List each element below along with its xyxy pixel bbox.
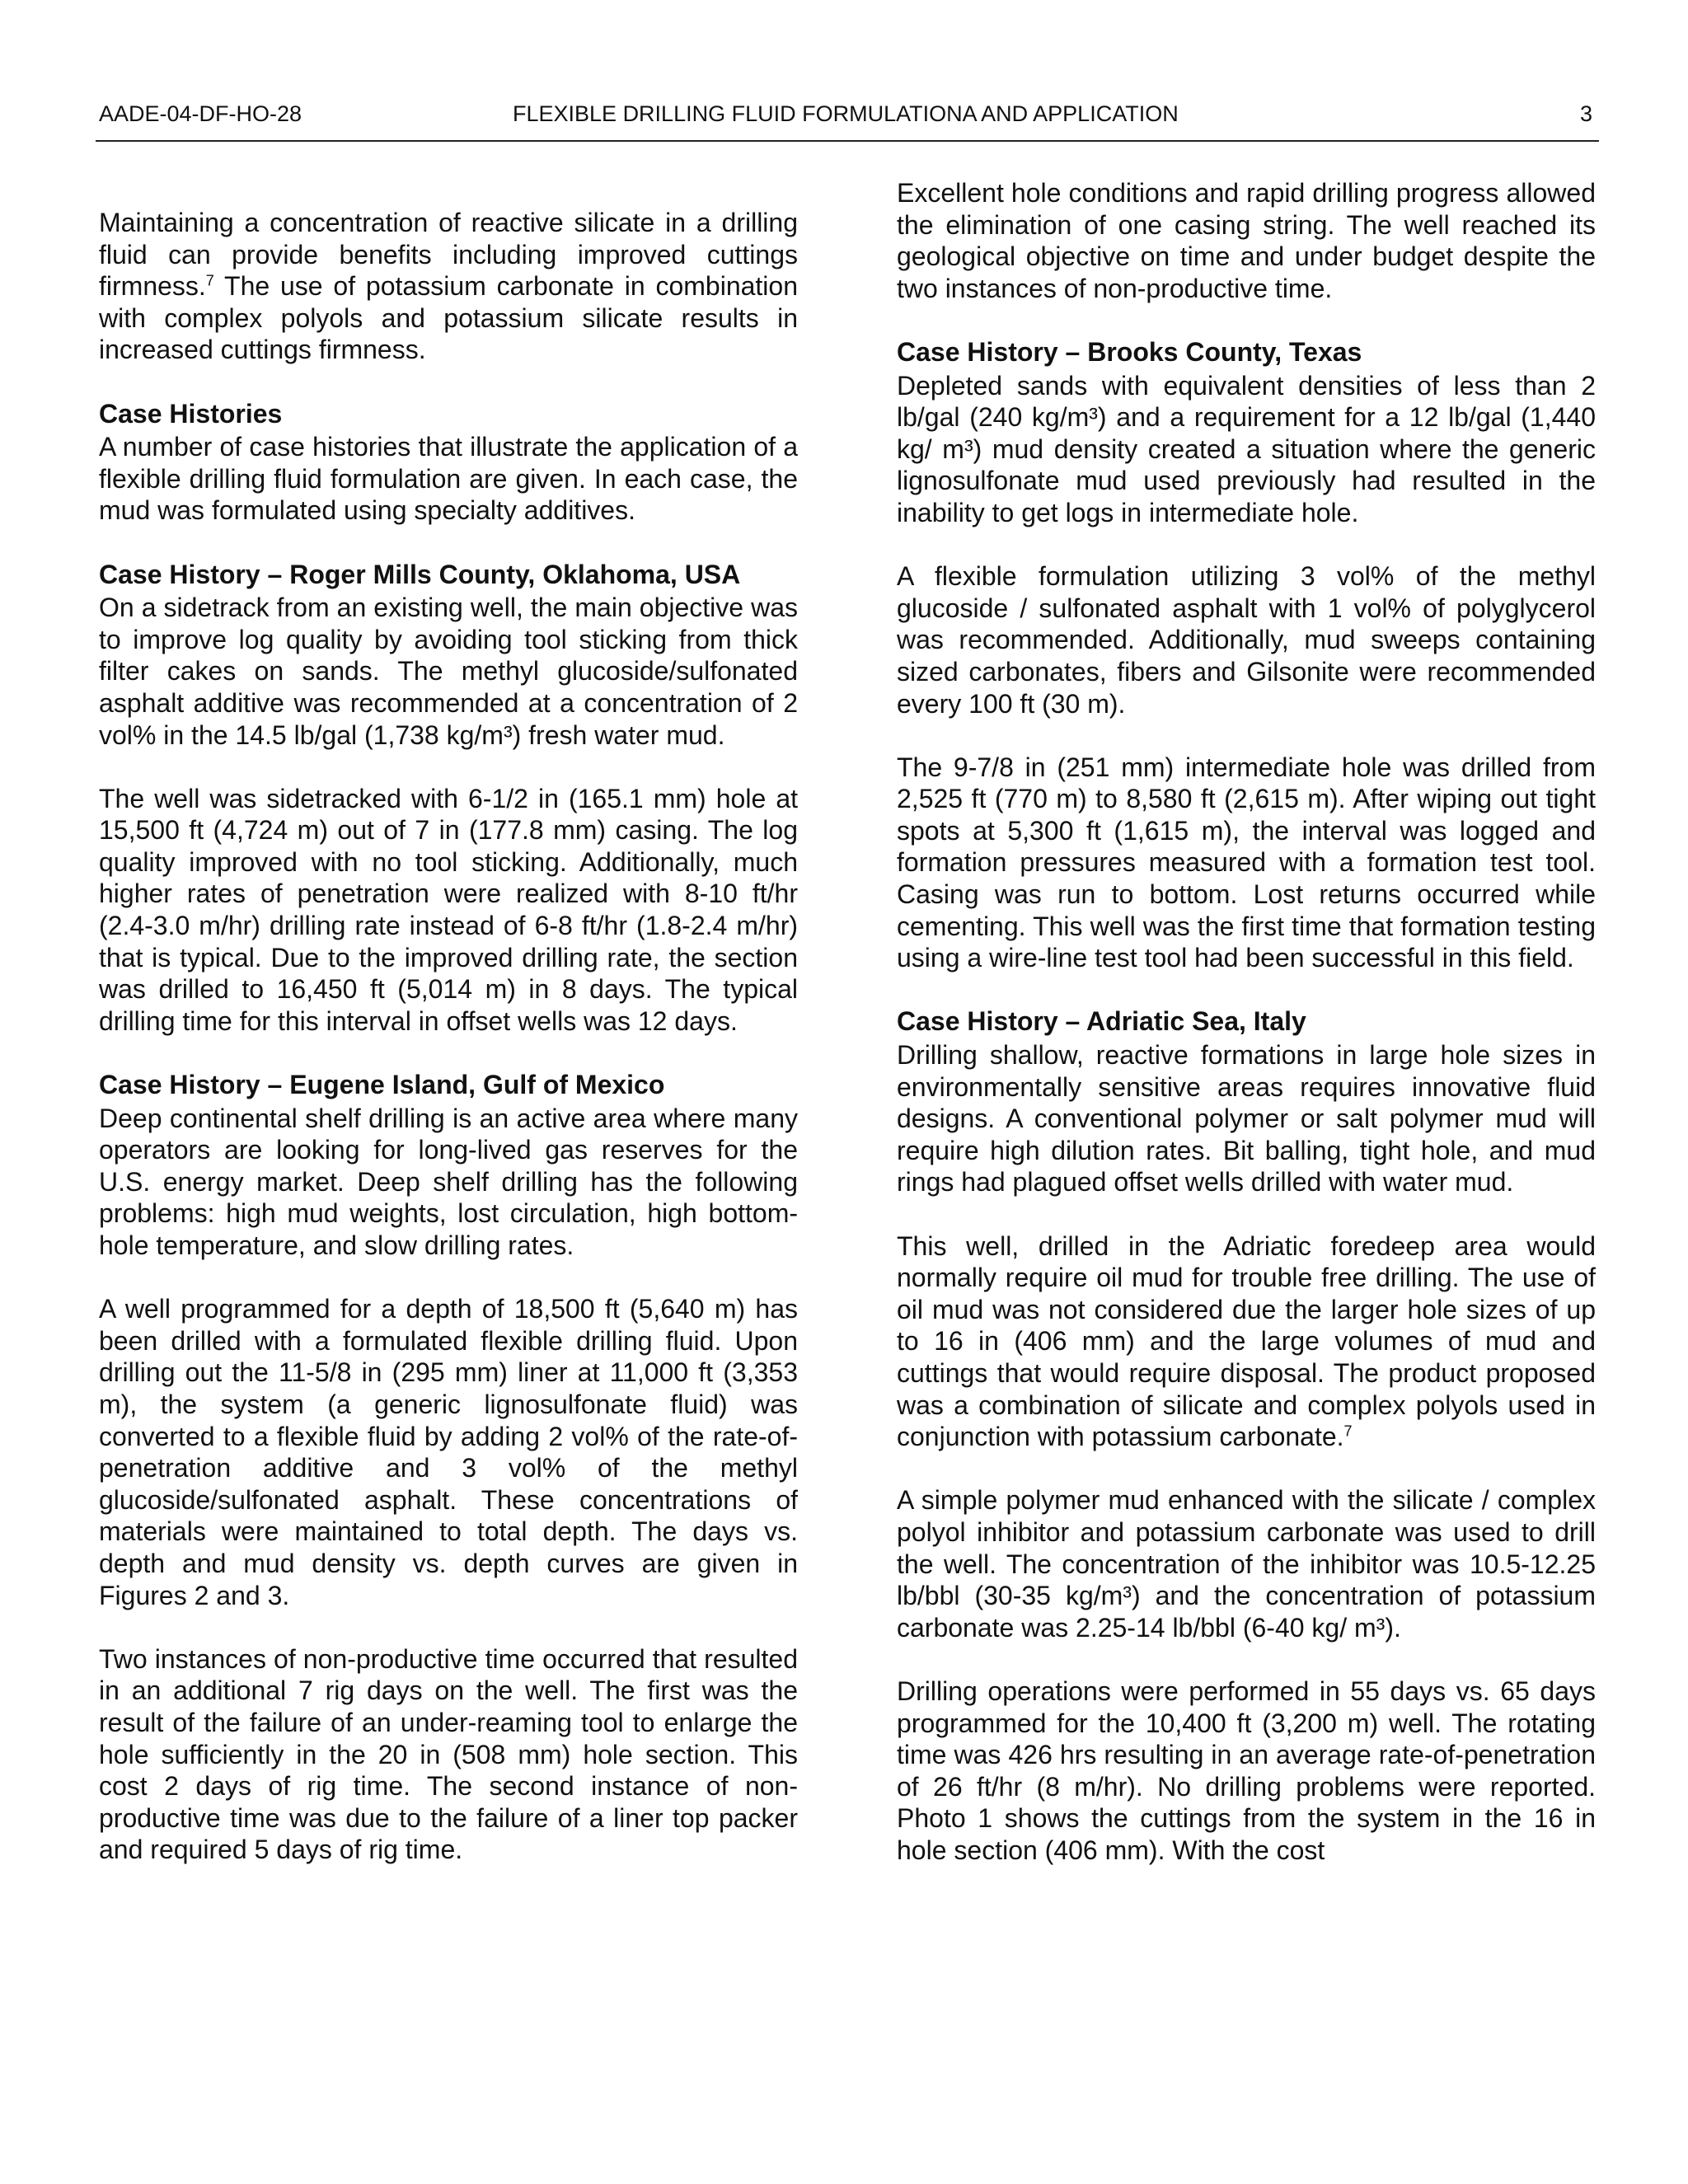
running-title: FLEXIBLE DRILLING FLUID FORMULATIONA AND APPLICATION xyxy=(513,101,1179,126)
heading-roger-mills: Case History – Roger Mills County, Oklahoma, USA xyxy=(99,559,741,589)
paragraph-roger-1: On a sidetrack from an existing well, the main objective was to improve log quality by avoiding tool sticking from thick filter cakes on sands. The methyl glucoside/sulfonated asphalt additive was recommended at a concentration of 2 vol% in the 14.5 lb/gal (1,738 kg/m³) fresh water mud. xyxy=(99,593,798,750)
page-number: 3 xyxy=(1579,101,1592,126)
paragraph-adriatic-3: A simple polymer mud enhanced with the silicate / complex polyol inhibitor and potassium carbonate was used to drill the well. The concentration of the inhibitor was 10.5-12.25 lb/bbl (30-35 kg/m³) and the concentration of potassium carbonate was 2.25-14 lb/bbl (6-40 kg/ m³). xyxy=(897,1485,1596,1643)
heading-brooks-county: Case History – Brooks County, Texas xyxy=(897,336,1362,367)
paragraph-eugene-4: Excellent hole conditions and rapid drilling progress allowed the elimination of one casing string. The well reached its geological objective on time and under budget despite the two instances of non-productive time. xyxy=(897,178,1596,303)
running-header xyxy=(99,97,1592,130)
paragraph-adriatic-4: Drilling operations were performed in 55 days vs. 65 days programmed for the 10,400 ft (3,200 m) well. The rotating time was 426 hrs resulting in an average rate-of-penetration of 26 ft/hr (8 m/hr). No drilling problems were reported. Photo 1 shows the cuttings from the system in the 16 in hole section (406 mm). With the cost xyxy=(897,1675,1596,1865)
header-rule xyxy=(96,140,1599,142)
paragraph-roger-2: The well was sidetracked with 6-1/2 in (165.1 mm) hole at 15,500 ft (4,724 m) out of 7 in (177.8 mm) casing. The log quality improved with no tool sticking. Additionally, much higher rates of penetration were realized with 8-10 ft/hr (2.4-3.0 m/hr) drilling rate instead of 6-8 ft/hr (1.8-2.4 m/hr) that is typical. Due to the improved drilling rate, the section was drilled to 16,450 ft (5,014 m) in 8 days. The typical drilling time for this interval in offset wells was 12 days. xyxy=(99,783,798,1036)
paragraph-brooks-1: Depleted sands with equivalent densities of less than 2 lb/gal (240 kg/m³) and a requirement for a 12 lb/gal (1,440 kg/ m³) mud density created a situation where the generic lignosulfonate mud used previously had resulted in the inability to get logs in intermediate hole. xyxy=(897,370,1596,527)
paragraph-silicate: Maintaining a concentration of reactive silicate in a drilling fluid can provide benefits including improved cuttings firmness.$^7$ The use of potassium carbonate in combination with complex polyols and potassium silicate results in increased cuttings firmness. xyxy=(99,208,798,365)
left-column xyxy=(99,207,798,1866)
heading-eugene-island: Case History – Eugene Island, Gulf of Mexico xyxy=(99,1070,665,1100)
paragraph-brooks-2: A flexible formulation utilizing 3 vol% of the methyl glucoside / sulfonated asphalt with 1 vol% of polyglycerol was recommended. Additionally, mud sweeps containing sized carbonates, fibers and Gilsonite were recommended every 100 ft (30 m). xyxy=(897,561,1596,719)
reference-marker: 7 xyxy=(205,272,214,289)
paper-code: AADE-04-DF-HO-28 xyxy=(99,101,302,126)
paragraph-eugene-3: Two instances of non-productive time occurred that resulted in an additional 7 rig days on the well. The first was the result of the failure of an under-reaming tool to enlarge the hole sufficiently in the 20 in (508 mm) hole section. This cost 2 days of rig time. The second instance of non-productive time was due to the failure of a liner top packer and required 5 days of rig time. xyxy=(99,1643,798,1865)
paragraph-intro: A number of case histories that illustrate the application of a flexible drilling fluid formulation are given. In each case, the mud was formulated using specialty additives. xyxy=(99,432,798,526)
heading-case-histories: Case Histories xyxy=(99,398,283,429)
right-column xyxy=(897,177,1596,1866)
paragraph-eugene-2: A well programmed for a depth of 18,500 ft (5,640 m) has been drilled with a formulated flexible drilling fluid. Upon drilling out the 11-5/8 in (295 mm) liner at 11,000 ft (3,353 m), the system (a generic lignosulfonate fluid) was converted to a flexible fluid by adding 2 vol% of the rate-of-penetration additive and 3 vol% of the methyl glucoside/sulfonated asphalt. These concentrations of materials were maintained to total depth. The days vs. depth and mud density vs. depth curves are given in Figures 2 and 3. xyxy=(99,1294,798,1610)
paragraph-eugene-1: Deep continental shelf drilling is an active area where many operators are looking for long-lived gas reserves for the U.S. energy market. Deep shelf drilling has the following problems: high mud weights, lost circulation, high bottom-hole temperature, and slow drilling rates. xyxy=(99,1103,798,1260)
reference-marker: 7 xyxy=(1343,1422,1353,1440)
paragraph-brooks-3: The 9-7/8 in (251 mm) intermediate hole was drilled from 2,525 ft (770 m) to 8,580 ft (2,615 m). After wiping out tight spots at 5,300 ft (1,615 m), the interval was logged and formation pressures measured with a formation test tool. Casing was run to bottom. Lost returns occurred while cementing. This well was the first time that formation testing using a wire-line test tool had been successful in this field. xyxy=(897,752,1596,973)
heading-adriatic-sea: Case History – Adriatic Sea, Italy xyxy=(897,1006,1306,1037)
paragraph-adriatic-2: This well, drilled in the Adriatic foredeep area would normally require oil mud for trouble free drilling. The use of oil mud was not considered due the larger hole sizes of up to 16 in (406 mm) and the large volumes of mud and cuttings that would require disposal. The product proposed was a combination of silicate and complex polyols used in conjunction with potassium carbonate.$^7$ xyxy=(897,1230,1596,1452)
paragraph-adriatic-1: Drilling shallow, reactive formations in large hole sizes in environmentally sensitive areas requires innovative fluid designs. A conventional polymer or salt polymer mud will require high dilution rates. Bit balling, tight hole, and mud rings had plagued offset wells drilled with water mud. xyxy=(897,1040,1596,1197)
